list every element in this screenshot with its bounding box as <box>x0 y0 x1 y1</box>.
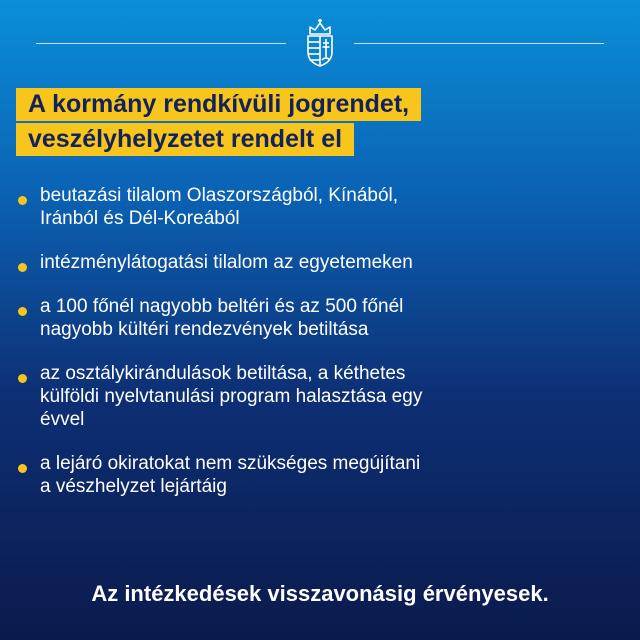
bullet-dot-icon <box>18 374 27 383</box>
divider-right <box>354 43 604 44</box>
bullet-text-line: a vészhelyzet lejártáig <box>40 476 227 497</box>
divider-left <box>36 43 286 44</box>
bullet-dot-icon <box>18 307 27 316</box>
bullet-text-line: beutazási tilalom Olaszországból, Kínából, <box>40 185 399 206</box>
bullet-text-line: évvel <box>40 409 85 430</box>
bullet-text-line: külföldi nyelvtanulási program halasztása egy <box>40 386 423 407</box>
emblem-row <box>0 18 640 68</box>
bullet-text-line: a 100 főnél nagyobb beltéri és az 500 főnél <box>40 296 404 317</box>
headline <box>16 88 421 156</box>
bullet-dot-icon <box>18 464 27 473</box>
headline-line-2: veszélyhelyzetet rendelt el <box>16 123 354 156</box>
headline-line-1: A kormány rendkívüli jogrendet, <box>16 88 421 121</box>
bullet-item <box>14 452 614 498</box>
bullet-list <box>14 184 614 519</box>
bullet-text-line: a lejáró okiratokat nem szükséges megújítani <box>40 453 421 474</box>
bullet-item <box>14 251 614 274</box>
bullet-text-line: Iránból és Dél-Koreából <box>40 208 240 229</box>
bullet-item <box>14 362 614 431</box>
bullet-dot-icon <box>18 196 27 205</box>
footer-note: Az intézkedések visszavonásig érvényesek. <box>91 581 549 606</box>
bullet-item <box>14 184 614 230</box>
bullet-text-line: intézménylátogatási tilalom az egyetemeken <box>40 252 413 273</box>
bullet-text-line: nagyobb kültéri rendezvények betiltása <box>40 319 369 340</box>
bullet-item <box>14 295 614 341</box>
bullet-dot-icon <box>18 263 27 272</box>
coat-of-arms-icon <box>301 18 339 68</box>
bullet-text-line: az osztálykirándulások betiltása, a kéthetes <box>40 363 406 384</box>
